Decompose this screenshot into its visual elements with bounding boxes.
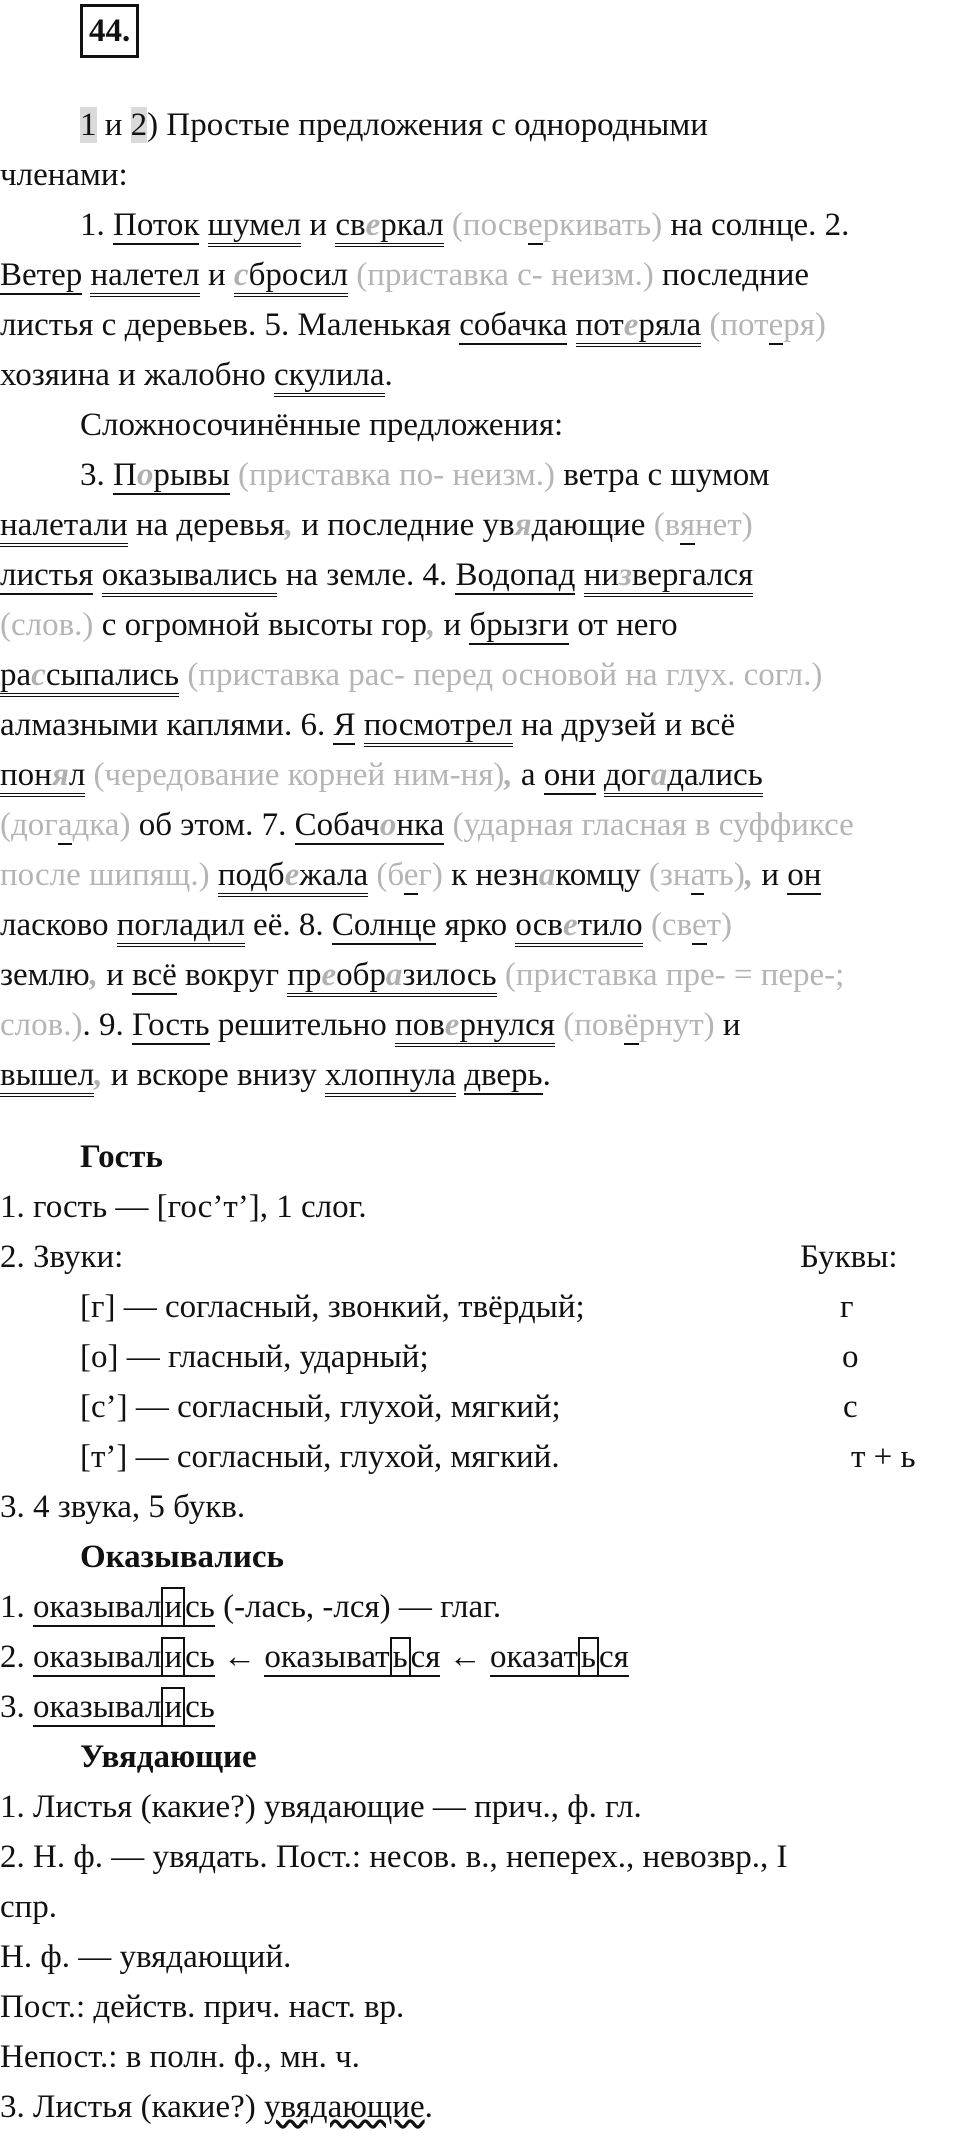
text-segment: ) Простые предложения с однородными [147,107,708,143]
text-segment [567,307,575,343]
line-rest: (-лась, -лся) — глаг. [214,1589,502,1625]
word-base [490,1639,629,1677]
text-segment: е [366,207,381,247]
text-segment: ни [584,557,619,597]
text-segment: всё [132,957,177,993]
text-segment: после шипящ.) [0,857,210,893]
text-segment: последние [653,257,810,293]
guest-line-1: 1. гость — [гос’т’], 1 слог. [0,1189,367,1225]
text-line [0,505,960,545]
text-line [0,355,960,395]
sound-text: [с’] — согласный, глухой, мягкий; [80,1389,561,1425]
letters-label: Буквы: [800,1239,898,1275]
text-segment: погладил [117,907,245,947]
text-segment: , [89,957,98,993]
text-segment: и [96,107,131,143]
text-segment: (св [642,907,692,943]
text-segment: вергался [632,557,753,597]
text-segment: я [52,757,69,797]
text-segment: листья [0,557,94,593]
word-part: ся [410,1639,441,1675]
text-segment: комцу [555,857,641,893]
text-segment: о [379,807,397,843]
text-segment: вышел [0,1057,94,1097]
exercise-number: 44. [80,4,139,58]
text-segment: брызги [469,607,570,643]
text-segment: алмазными каплями. 6. [0,707,334,743]
text-segment: е [691,907,707,943]
text-segment: и последние ув [293,507,515,543]
text-segment: обр [336,957,386,997]
text-segment: (б [368,857,404,893]
text-segment: с огромной высоты гор [93,607,427,643]
text-segment: а [57,807,73,843]
text-segment: Собач [294,807,380,843]
text-segment: Сложносочинённые предложения: [80,407,564,443]
text-line [0,805,960,845]
uvyadayushchie-line: Непост.: в полн. ф., мн. ч. [0,2039,360,2075]
text-segment: , [94,1057,103,1093]
text-segment: подб [218,857,285,897]
text-segment: дались [667,757,763,797]
text-segment: рнут) [638,1007,715,1043]
text-segment: вокруг [176,957,288,993]
text-line [0,755,960,795]
text-segment: я [514,507,532,543]
text-segment: шумел [208,207,301,247]
text-segment: сыпались [46,657,179,697]
text-segment: к незн [442,857,539,893]
text-segment: пот [576,307,624,347]
sound-letter: т + ь [851,1439,916,1475]
text-line [0,305,960,345]
text-line [0,205,960,245]
text-segment: и [714,1007,741,1043]
ending-box: и [161,1687,185,1727]
text-segment: ркал [380,207,443,247]
text-segment: ярко [436,907,516,943]
text-segment: (слов.) [0,607,94,643]
text-segment: и [199,257,234,293]
text-segment: оказывались [102,557,278,597]
text-segment: а [690,857,705,893]
text-segment: он [787,857,822,893]
word-base [33,1689,215,1727]
text-segment: Гость [131,1007,210,1043]
text-line [0,1055,960,1095]
text-segment: рнулся [459,1007,555,1047]
text-segment: Я [333,707,356,743]
text-segment: дог [604,757,651,797]
text-segment: ря) [783,307,826,343]
ending-box: и [161,1637,185,1677]
text-segment: с [234,257,249,297]
text-segment: , [504,757,513,793]
text-segment: а [651,757,668,797]
text-segment: л [69,757,85,797]
word-base [33,1639,215,1677]
text-segment: (приставка пре- = пере-; [496,957,845,993]
text-segment: а [538,857,556,893]
uvyadayushchie-line: Пост.: действ. прич. наст. вр. [0,1989,405,2025]
text-segment [456,1057,464,1093]
text-line [0,855,960,895]
text-segment: Водопад [455,557,576,593]
text-line [0,905,960,945]
text-segment: е [285,857,300,897]
sound-text: [т’] — согласный, глухой, мягкий. [80,1439,560,1475]
text-segment: и [753,857,788,893]
okazyvalis-title: Оказывались [80,1539,284,1575]
text-segment: (дог [0,807,58,843]
word-part: оказат [489,1639,578,1675]
ending-box: и [161,1587,185,1627]
text-segment: 1. [80,207,113,243]
uvyadayushchie-line: Н. ф. — увядающий. [0,1939,292,1975]
text-segment: собачка [459,307,568,343]
text-line [0,405,960,445]
word-part: оказывал [33,1639,162,1675]
text-segment: посмотрел [364,707,513,747]
text-segment: . [542,1057,551,1093]
word-part: сь [185,1689,215,1725]
ending-box: ь [578,1637,599,1677]
text-line [0,1005,960,1045]
text-segment: (пов [554,1007,624,1043]
text-segment: 3. [80,457,113,493]
text-line [0,255,960,295]
text-segment: ласково [0,907,117,943]
text-segment: а [386,957,403,997]
text-segment: св [335,207,365,247]
sound-row [0,1387,960,1427]
text-segment: е [403,857,419,893]
text-segment: зилось [402,957,496,997]
text-segment: (приставка рас- перед основой на глух. согл.) [179,657,823,693]
text-segment: 2 [130,107,148,143]
line-part: 3. Листья (какие?) [0,2089,264,2125]
text-segment: и [97,957,133,993]
sounds-label: 2. Звуки: [0,1239,124,1275]
okazyvalis-line-1 [0,1587,960,1627]
guest-title: Гость [80,1139,163,1175]
text-segment: ё [623,1007,639,1043]
text-segment: её. 8. [244,907,332,943]
word-part: ся [598,1639,629,1675]
text-segment: я [679,507,696,543]
text-segment: нет) [695,507,753,543]
text-segment: Ветер [0,257,83,293]
text-segment: Солнце [331,907,437,943]
text-segment: на деревья [127,507,285,543]
text-segment: , [744,857,754,893]
text-segment: решительно [209,1007,396,1043]
text-segment: П [113,457,137,493]
text-line [0,555,960,595]
sound-row [0,1437,960,1477]
text-segment: на земле. 4. [277,557,456,593]
text-line [0,955,960,995]
text-segment: Поток [113,207,200,243]
word-part: сь [185,1589,215,1625]
sound-row [0,1337,960,1377]
text-segment: е [321,957,336,997]
text-segment: с [31,657,46,697]
text-segment [210,857,218,893]
text-segment: рывы [153,457,230,493]
guest-sounds-row [0,1237,960,1277]
text-segment: (чередование корней ним-ня) [85,757,505,793]
text-segment: от него [569,607,678,643]
text-segment: тило [578,907,643,947]
text-segment: налетел [90,257,199,297]
text-segment: жала [299,857,368,897]
text-segment: нка [396,807,445,843]
text-segment: е [768,307,784,343]
text-segment: членами: [0,157,128,193]
text-segment: хлопнула [325,1057,456,1097]
text-segment: осв [515,907,563,947]
text-segment: (приставка с- неизм.) [347,257,654,293]
text-line [0,105,960,145]
text-segment: пр [287,957,321,997]
text-segment: пон [0,757,52,797]
uvyadayushchie-line: спр. [0,1889,58,1925]
text-segment: , [284,507,294,543]
text-segment [199,207,207,243]
line-number: 3. [0,1689,33,1725]
text-segment: листья с деревьев. 5. Маленькая [0,307,460,343]
text-segment: на солнце. 2. [662,207,850,243]
text-segment [355,707,363,743]
text-segment: з [619,557,632,597]
text-segment: е [563,907,578,947]
text-segment: , [426,607,436,643]
text-segment: и [435,607,470,643]
okazyvalis-line-2 [0,1637,960,1677]
text-segment: дающие [531,507,646,543]
uvyadayushchie-line: 1. Листья (какие?) увядающие — прич., ф. гл. [0,1789,642,1825]
text-segment: е [624,307,639,347]
text-segment: (посв [443,207,528,243]
text-segment: и [301,207,336,243]
text-segment: об этом. 7. [130,807,295,843]
word-part: оказывал [33,1689,162,1725]
text-segment: бросил [249,257,348,297]
text-segment: ряла [638,307,701,347]
text-segment [575,557,583,593]
guest-summary: 3. 4 звука, 5 букв. [0,1489,246,1525]
text-segment: е [527,207,543,243]
word-base [264,1639,440,1677]
text-segment: (в [645,507,680,543]
text-segment: а [512,757,544,793]
text-segment: налетали [0,507,128,547]
uvyadayushchie-last-line [0,2087,960,2127]
text-line [0,605,960,645]
word-part: оказыват [264,1639,390,1675]
word-part: сь [185,1639,215,1675]
text-segment: г) [418,857,443,893]
sound-letter: с [843,1389,858,1425]
line-part: . [424,2089,433,2125]
sound-row [0,1287,960,1327]
text-segment: . 9. [82,1007,132,1043]
text-segment: и вскоре внизу [102,1057,325,1093]
text-segment: ркивать) [542,207,663,243]
arrow-left-icon: ← [214,1639,265,1675]
ending-box: ь [390,1637,411,1677]
text-segment: скулила [274,357,385,397]
text-segment: е [445,1007,460,1047]
text-segment: дверь [464,1057,543,1093]
text-line [0,455,960,495]
text-segment: (пот [701,307,769,343]
arrow-left-icon: ← [440,1639,490,1675]
sound-letter: о [842,1339,859,1375]
line-number: 2. [0,1639,33,1675]
word-part: оказывал [33,1589,162,1625]
uvyadayushchie-line: 2. Н. ф. — увядать. Пост.: несов. в., неперех., невозвр., I [0,1839,788,1875]
text-segment: ть) [704,857,745,893]
word-base [33,1589,215,1627]
line-number: 1. [0,1589,33,1625]
text-segment: на друзей и всё [512,707,736,743]
sound-text: [о] — гласный, ударный; [80,1339,429,1375]
text-segment: (приставка по- неизм.) [229,457,556,493]
okazyvalis-line-3 [0,1687,960,1727]
text-segment: 1 [80,107,97,143]
text-segment: ветра с шумом [555,457,770,493]
text-segment: дка) [72,807,131,843]
uvyadayushchie-title: Увядающие [80,1739,257,1775]
text-segment: . [384,357,393,393]
wavy-underlined-word: увядающие [263,2089,425,2125]
text-segment: землю [0,957,90,993]
text-segment: т) [706,907,733,943]
text-segment: пов [395,1007,445,1047]
text-line [0,705,960,745]
text-line [0,655,960,695]
text-segment: о [136,457,154,493]
text-segment: они [543,757,596,793]
text-segment: хозяина и жалобно [0,357,274,393]
text-line [0,155,960,195]
text-segment [596,757,604,793]
text-segment: (ударная гласная в суффиксе [444,807,854,843]
sound-text: [г] — согласный, звонкий, твёрдый; [80,1289,585,1325]
text-segment: ра [0,657,31,697]
sound-letter: г [840,1289,854,1325]
text-segment: (зн [640,857,691,893]
text-segment [93,557,101,593]
text-segment: слов.) [0,1007,83,1043]
